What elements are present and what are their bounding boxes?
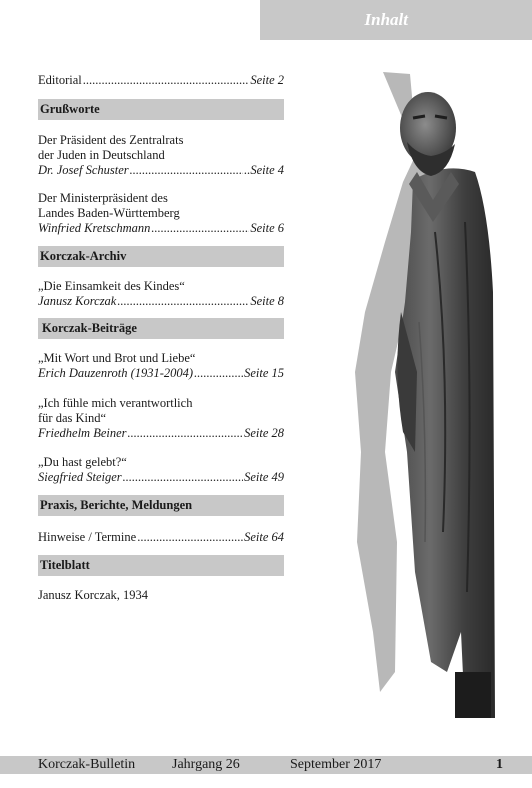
toc-entry[interactable] xyxy=(38,133,284,178)
toc-title-line: „Mit Wort und Brot und Liebe“ xyxy=(38,351,196,365)
toc-title-line: „Die Einsamkeit des Kindes“ xyxy=(38,279,185,293)
toc-title-line: Der Ministerpräsident des xyxy=(38,191,168,205)
dot-leader xyxy=(194,366,243,381)
dot-leader xyxy=(137,530,243,545)
toc-entry[interactable] xyxy=(38,455,284,485)
toc-entry[interactable] xyxy=(38,191,284,236)
toc-page: Seite 28 xyxy=(244,426,284,440)
toc-page: Seite 8 xyxy=(250,294,284,308)
toc-entry[interactable] xyxy=(38,530,284,545)
toc-page: Seite 6 xyxy=(250,221,284,235)
dot-leader xyxy=(130,163,243,178)
toc-author: Janusz Korczak xyxy=(38,294,117,308)
toc-entry-editorial[interactable] xyxy=(38,73,284,88)
footer-publication: Korczak-Bulletin xyxy=(38,757,136,772)
dot-leader xyxy=(128,426,244,441)
toc-author: Winfried Kretschmann xyxy=(38,221,151,235)
toc-title-line: der Juden in Deutschland xyxy=(38,148,165,162)
page-title: Inhalt xyxy=(364,10,408,29)
toc-entry-caption xyxy=(38,588,284,603)
dot-leader xyxy=(151,221,249,236)
footer-volume: Jahrgang 26 xyxy=(172,757,240,772)
dot-leader xyxy=(123,470,243,485)
section-header-praxis: Praxis, Berichte, Meldungen xyxy=(38,495,284,516)
toc-label: Editorial xyxy=(38,73,82,87)
toc-page: ..Seite 4 xyxy=(244,163,284,177)
toc-author: Dr. Josef Schuster xyxy=(38,163,129,177)
toc-entry[interactable] xyxy=(38,279,284,309)
toc-page: Seite 64 xyxy=(244,530,284,544)
toc-author: Siegfried Steiger xyxy=(38,470,122,484)
section-header-titelblatt: Titelblatt xyxy=(38,555,284,576)
toc-entry[interactable] xyxy=(38,351,284,381)
portrait-photo xyxy=(355,72,495,718)
toc-page: Seite 2 xyxy=(250,73,284,87)
toc-page: Seite 49 xyxy=(244,470,284,484)
toc-author: Friedhelm Beiner xyxy=(38,426,127,440)
page-number: 1 xyxy=(496,757,503,772)
dot-leader xyxy=(117,294,249,309)
toc-entry[interactable] xyxy=(38,396,284,441)
dot-leader xyxy=(83,73,250,88)
toc-title-line: „Du hast gelebt?“ xyxy=(38,455,127,469)
section-header-grussworte: Grußworte xyxy=(38,99,284,120)
footer-date: September 2017 xyxy=(290,757,382,772)
toc-author: Erich Dauzenroth (1931-2004) xyxy=(38,366,194,380)
toc-title-line: Landes Baden-Württemberg xyxy=(38,206,180,220)
toc-label: Hinweise / Termine xyxy=(38,530,137,544)
toc-page: Seite 15 xyxy=(244,366,284,380)
section-header-korczak-beitraege: Korczak-Beiträge xyxy=(38,318,284,339)
toc-title-line: Der Präsident des Zentralrats xyxy=(38,133,184,147)
cover-caption: Janusz Korczak, 1934 xyxy=(38,588,149,602)
section-header-korczak-archiv: Korczak-Archiv xyxy=(38,246,284,267)
toc-title-line: „Ich fühle mich verantwortlich xyxy=(38,396,193,410)
toc-title-line: für das Kind“ xyxy=(38,411,107,425)
